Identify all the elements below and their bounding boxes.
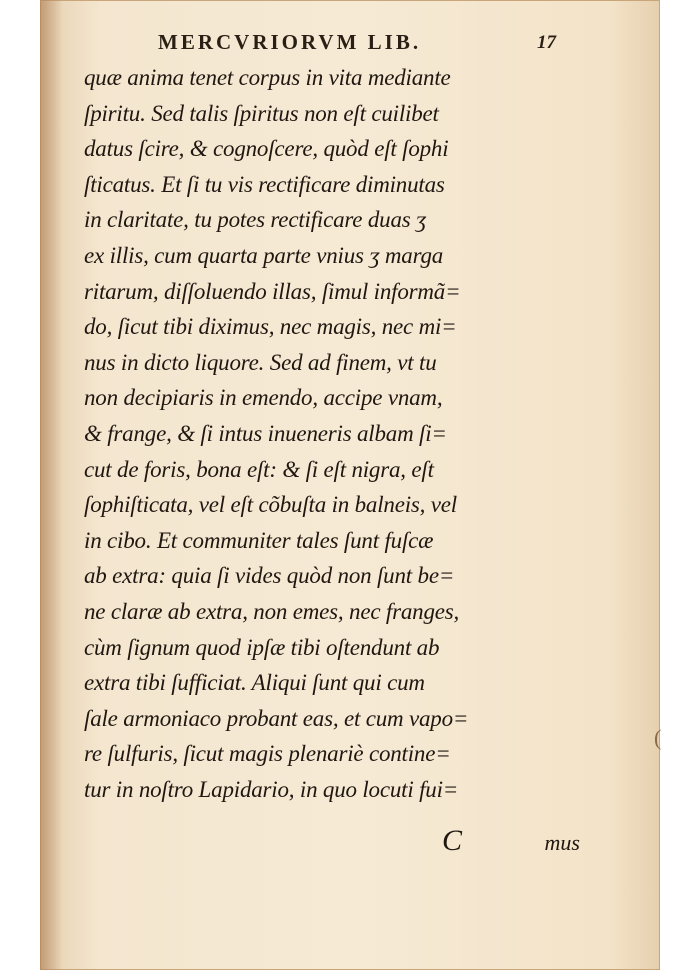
page-footer (80, 826, 580, 862)
text-line: ex illis, cum quarta parte vnius ʒ marga (84, 242, 444, 268)
text-line: cut de foris, bona eſt: & ſi eſt nigra, eſt (84, 456, 434, 482)
page-header (158, 30, 556, 60)
text-line: ſale armoniaco probant eas, et cum vapo= (84, 705, 469, 731)
text-line: ſticatus. Et ſi tu vis rectificare diminutas (84, 171, 445, 197)
text-line: datus ſcire, & cognoſcere, quòd eſt ſophi (84, 136, 449, 162)
book-page (40, 0, 660, 970)
text-line: in cibo. Et communiter tales ſunt fuſcæ (84, 527, 434, 553)
text-line: & frange, & ſi intus inueneris albam ſi= (84, 420, 447, 446)
signature-mark: C (442, 824, 463, 857)
text-line: non decipiaris in emendo, accipe vnam, (84, 385, 443, 411)
text-line: do, ſicut tibi diximus, nec magis, nec mi= (84, 314, 457, 340)
text-line: nus in dicto liquore. Sed ad finem, vt tu (84, 349, 437, 375)
text-line: in claritate, tu potes rectificare duas ʒ (84, 207, 427, 233)
catchword: mus (544, 830, 580, 855)
running-title: MERCVRIORVM LIB. (158, 30, 422, 54)
text-line: ritarum, diſſoluendo illas, ſimul informã= (84, 278, 461, 304)
text-line: tur in noſtro Lapidario, in quo locuti fui= (84, 776, 459, 802)
body-text (84, 60, 584, 807)
page-number: 17 (537, 32, 556, 53)
text-line: ne claræ ab extra, non emes, nec franges, (84, 598, 460, 624)
text-line: cùm ſignum quod ipſæ tibi oſtendunt ab (84, 634, 440, 660)
text-line: re ſulfuris, ſicut magis plenariè contine= (84, 741, 451, 767)
text-line: extra tibi ſufficiat. Aliqui ſunt qui cum (84, 670, 425, 696)
text-line: ſpiritu. Sed talis ſpiritus non eſt cuilibet (84, 100, 439, 126)
text-line: ſophiſticata, vel eſt cõbuſta in balneis, vel (84, 492, 457, 518)
margin-mark: ( (654, 725, 662, 750)
text-line: quæ anima tenet corpus in vita mediante (84, 65, 451, 90)
text-line: ab extra: quia ſi vides quòd non ſunt be= (84, 563, 455, 589)
